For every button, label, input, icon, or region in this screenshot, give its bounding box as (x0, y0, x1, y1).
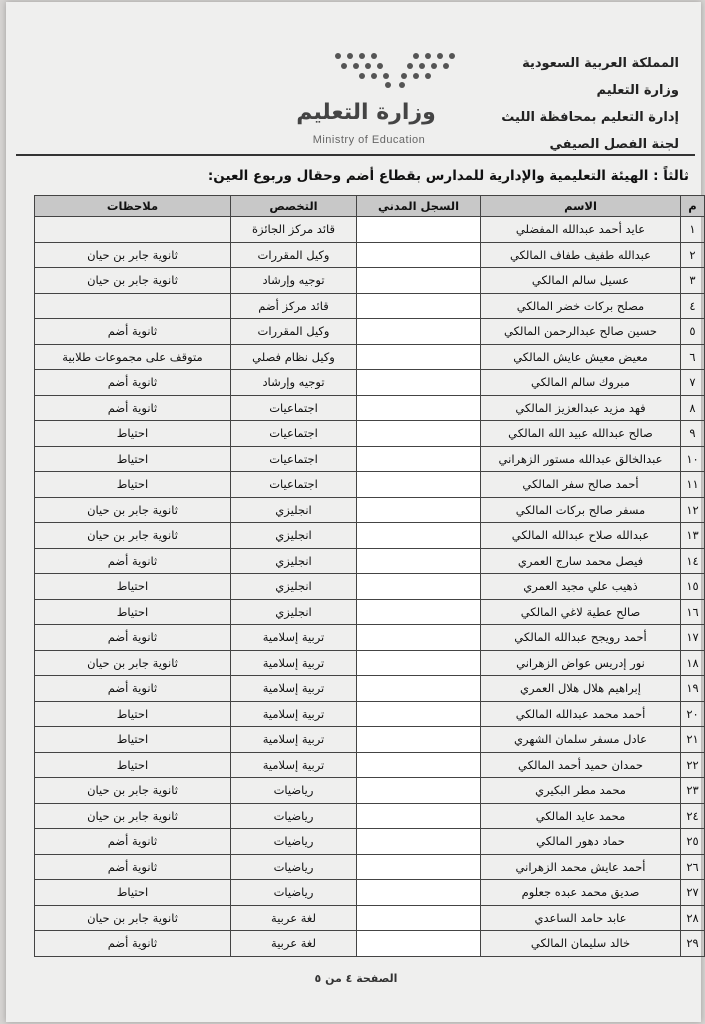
row-index: ٣ (681, 268, 705, 294)
table-header-row (35, 196, 705, 217)
row-specialty: انجليزي (231, 548, 357, 574)
table-row (35, 523, 705, 549)
row-note: ثانوية أضم (35, 625, 231, 651)
header-line-committee: لجنة الفصل الصيفي (549, 137, 679, 152)
row-index: ١٥ (681, 574, 705, 600)
table-row (35, 701, 705, 727)
row-specialty: انجليزي (231, 523, 357, 549)
row-note: ثانوية جابر بن حيان (35, 242, 231, 268)
logo-dots-icon (330, 50, 460, 90)
row-specialty: وكيل نظام فصلي (231, 344, 357, 370)
table-row (35, 931, 705, 957)
row-civil-id-redacted (357, 752, 481, 778)
column-header-index: م (681, 196, 705, 217)
table-row (35, 752, 705, 778)
row-civil-id-redacted (357, 268, 481, 294)
header-org-block (501, 50, 679, 158)
row-note: ثانوية جابر بن حيان (35, 803, 231, 829)
table-row (35, 574, 705, 600)
row-index: ٥ (681, 319, 705, 345)
row-civil-id-redacted (357, 701, 481, 727)
row-note: متوقف على مجموعات طلابية (35, 344, 231, 370)
row-name: عبدالله طفيف طفاف المالكي (481, 242, 681, 268)
row-civil-id-redacted (357, 523, 481, 549)
row-index: ٢ (681, 242, 705, 268)
row-index: ٦ (681, 344, 705, 370)
row-civil-id-redacted (357, 344, 481, 370)
table-row (35, 854, 705, 880)
table-row (35, 293, 705, 319)
row-civil-id-redacted (357, 650, 481, 676)
row-note: احتياط (35, 421, 231, 447)
row-civil-id-redacted (357, 472, 481, 498)
table-body (35, 217, 705, 957)
row-note: ثانوية أضم (35, 370, 231, 396)
row-name: نور إدريس عواض الزهراني (481, 650, 681, 676)
row-index: ٨ (681, 395, 705, 421)
row-specialty: تربية إسلامية (231, 727, 357, 753)
row-index: ٢٧ (681, 880, 705, 906)
row-note: ثانوية أضم (35, 395, 231, 421)
row-civil-id-redacted (357, 931, 481, 957)
row-index: ١٣ (681, 523, 705, 549)
row-index: ٢٢ (681, 752, 705, 778)
row-note: احتياط (35, 880, 231, 906)
logo-english-text: Ministry of Education (312, 134, 426, 146)
row-specialty: رياضيات (231, 854, 357, 880)
table-row (35, 829, 705, 855)
row-name: عبدالخالق عبدالله مستور الزهراني (481, 446, 681, 472)
row-note: ثانوية أضم (35, 319, 231, 345)
row-note: ثانوية جابر بن حيان (35, 523, 231, 549)
table-row (35, 905, 705, 931)
row-name: فهد مزيد عبدالعزيز المالكي (481, 395, 681, 421)
row-civil-id-redacted (357, 778, 481, 804)
row-name: حسين صالح عبدالرحمن المالكي (481, 319, 681, 345)
row-name: ذهيب علي مجيد العمري (481, 574, 681, 600)
row-specialty: انجليزي (231, 599, 357, 625)
header-line-directorate: إدارة التعليم بمحافظة الليث (501, 110, 679, 125)
row-specialty: لغة عربية (231, 905, 357, 931)
row-index: ٩ (681, 421, 705, 447)
column-header-name: الاسم (481, 196, 681, 217)
row-name: أحمد عايش محمد الزهراني (481, 854, 681, 880)
row-name: حمدان حميد أحمد المالكي (481, 752, 681, 778)
page-number: الصفحة ٤ من ٥ (314, 972, 398, 985)
row-index: ٢٩ (681, 931, 705, 957)
table-row (35, 446, 705, 472)
row-civil-id-redacted (357, 395, 481, 421)
table-row (35, 370, 705, 396)
row-index: ١٧ (681, 625, 705, 651)
row-name: عبدالله صلاح عبدالله المالكي (481, 523, 681, 549)
row-civil-id-redacted (357, 370, 481, 396)
table-row (35, 599, 705, 625)
row-note: ثانوية أضم (35, 854, 231, 880)
row-index: ٧ (681, 370, 705, 396)
row-note: احتياط (35, 599, 231, 625)
row-civil-id-redacted (357, 446, 481, 472)
table-row (35, 727, 705, 753)
row-specialty: اجتماعيات (231, 395, 357, 421)
staff-table (34, 195, 705, 957)
table-row (35, 497, 705, 523)
row-note (35, 293, 231, 319)
table-row (35, 778, 705, 804)
row-civil-id-redacted (357, 676, 481, 702)
row-civil-id-redacted (357, 829, 481, 855)
row-specialty: اجتماعيات (231, 446, 357, 472)
row-specialty: انجليزي (231, 574, 357, 600)
row-name: أحمد رويجح عبدالله المالكي (481, 625, 681, 651)
table-row (35, 268, 705, 294)
table-row (35, 803, 705, 829)
row-specialty: تربية إسلامية (231, 676, 357, 702)
row-name: معيض معيش عايش المالكي (481, 344, 681, 370)
row-note: ثانوية جابر بن حيان (35, 650, 231, 676)
row-specialty: تربية إسلامية (231, 625, 357, 651)
row-index: ١٤ (681, 548, 705, 574)
row-specialty: وكيل المقررات (231, 319, 357, 345)
column-header-notes: ملاحظات (35, 196, 231, 217)
table-row (35, 650, 705, 676)
table-row (35, 421, 705, 447)
row-name: عسيل سالم المالكي (481, 268, 681, 294)
row-name: محمد مطر البكيري (481, 778, 681, 804)
table-row (35, 242, 705, 268)
table-row (35, 472, 705, 498)
row-specialty: رياضيات (231, 803, 357, 829)
table-row (35, 319, 705, 345)
row-civil-id-redacted (357, 574, 481, 600)
row-civil-id-redacted (357, 548, 481, 574)
table-row (35, 344, 705, 370)
row-name: عابد حامد الساعدي (481, 905, 681, 931)
row-specialty: رياضيات (231, 880, 357, 906)
row-civil-id-redacted (357, 727, 481, 753)
section-title: ثالثاً : الهيئة التعليمية والإدارية للمدارس بقطاع أضم وحقال وربوع العين: (207, 168, 689, 184)
row-note (35, 217, 231, 243)
row-note: احتياط (35, 472, 231, 498)
table-row (35, 625, 705, 651)
column-header-civil-id: السجل المدني (357, 196, 481, 217)
row-index: ٢٤ (681, 803, 705, 829)
row-name: صالح عبدالله عبيد الله المالكي (481, 421, 681, 447)
row-index: ١٢ (681, 497, 705, 523)
row-name: خالد سليمان المالكي (481, 931, 681, 957)
header-line-kingdom: المملكة العربية السعودية (522, 56, 679, 71)
row-note: ثانوية جابر بن حيان (35, 905, 231, 931)
row-note: ثانوية أضم (35, 829, 231, 855)
row-name: أحمد صالح سفر المالكي (481, 472, 681, 498)
table-row (35, 217, 705, 243)
row-name: مصلح بركات خضر المالكي (481, 293, 681, 319)
row-note: احتياط (35, 701, 231, 727)
row-civil-id-redacted (357, 421, 481, 447)
row-civil-id-redacted (357, 880, 481, 906)
row-note: ثانوية أضم (35, 931, 231, 957)
row-specialty: اجتماعيات (231, 472, 357, 498)
row-civil-id-redacted (357, 803, 481, 829)
table-row (35, 676, 705, 702)
row-specialty: انجليزي (231, 497, 357, 523)
header-divider (16, 154, 695, 156)
row-index: ٢٨ (681, 905, 705, 931)
row-index: ٢٣ (681, 778, 705, 804)
document-page (6, 2, 701, 1022)
row-index: ٢٥ (681, 829, 705, 855)
row-name: عادل مسفر سلمان الشهري (481, 727, 681, 753)
column-header-specialty: التخصص (231, 196, 357, 217)
row-specialty: تربية إسلامية (231, 701, 357, 727)
row-specialty: رياضيات (231, 829, 357, 855)
row-index: ١٨ (681, 650, 705, 676)
row-note: ثانوية جابر بن حيان (35, 778, 231, 804)
row-civil-id-redacted (357, 319, 481, 345)
logo-arabic-text: وزارة التعليم (296, 100, 436, 125)
row-index: ٢٦ (681, 854, 705, 880)
row-note: ثانوية أضم (35, 676, 231, 702)
row-index: ١٦ (681, 599, 705, 625)
row-civil-id-redacted (357, 625, 481, 651)
row-specialty: لغة عربية (231, 931, 357, 957)
row-civil-id-redacted (357, 217, 481, 243)
row-index: ٢٠ (681, 701, 705, 727)
row-civil-id-redacted (357, 599, 481, 625)
row-name: صالح عطية لاغي المالكي (481, 599, 681, 625)
row-civil-id-redacted (357, 242, 481, 268)
row-civil-id-redacted (357, 854, 481, 880)
row-specialty: قائد مركز أضم (231, 293, 357, 319)
row-civil-id-redacted (357, 497, 481, 523)
row-specialty: قائد مركز الجائزة (231, 217, 357, 243)
row-name: مسفر صالح بركات المالكي (481, 497, 681, 523)
row-note: ثانوية جابر بن حيان (35, 497, 231, 523)
row-name: حماد دهور المالكي (481, 829, 681, 855)
row-civil-id-redacted (357, 293, 481, 319)
row-note: ثانوية جابر بن حيان (35, 268, 231, 294)
table-row (35, 395, 705, 421)
row-name: أحمد محمد عبدالله المالكي (481, 701, 681, 727)
row-index: ٤ (681, 293, 705, 319)
row-specialty: تربية إسلامية (231, 752, 357, 778)
row-specialty: وكيل المقررات (231, 242, 357, 268)
row-specialty: توجيه وإرشاد (231, 268, 357, 294)
row-specialty: رياضيات (231, 778, 357, 804)
row-specialty: تربية إسلامية (231, 650, 357, 676)
row-index: ١١ (681, 472, 705, 498)
row-note: احتياط (35, 727, 231, 753)
row-name: محمد عايد المالكي (481, 803, 681, 829)
row-name: فيصل محمد سارج العمري (481, 548, 681, 574)
row-name: عايد أحمد عبدالله المفضلي (481, 217, 681, 243)
row-specialty: اجتماعيات (231, 421, 357, 447)
row-index: ١ (681, 217, 705, 243)
row-index: ١٠ (681, 446, 705, 472)
row-civil-id-redacted (357, 905, 481, 931)
row-note: احتياط (35, 446, 231, 472)
row-note: احتياط (35, 574, 231, 600)
row-note: احتياط (35, 752, 231, 778)
table-row (35, 880, 705, 906)
row-name: إبراهيم هلال هلال العمري (481, 676, 681, 702)
header-line-ministry: وزارة التعليم (596, 83, 679, 98)
table-row (35, 548, 705, 574)
row-name: مبروك سالم المالكي (481, 370, 681, 396)
row-index: ١٩ (681, 676, 705, 702)
row-specialty: توجيه وإرشاد (231, 370, 357, 396)
row-index: ٢١ (681, 727, 705, 753)
row-note: ثانوية أضم (35, 548, 231, 574)
row-name: صديق محمد عبده جعلوم (481, 880, 681, 906)
